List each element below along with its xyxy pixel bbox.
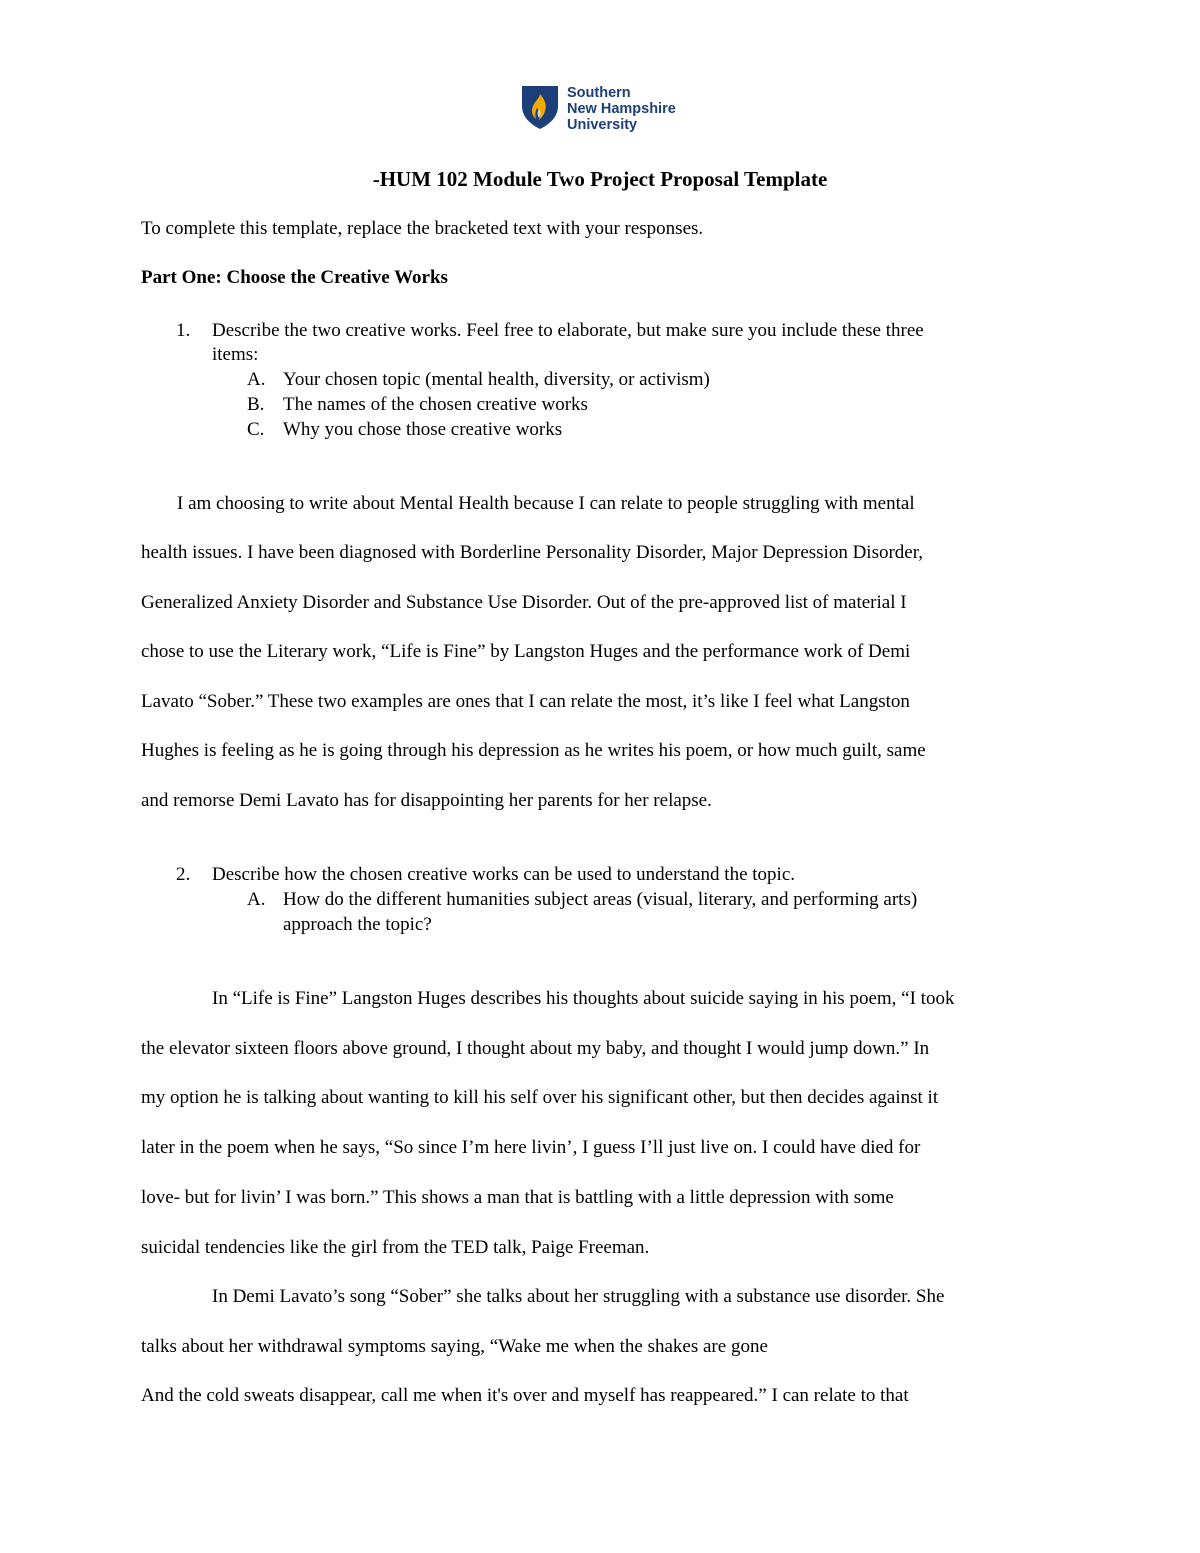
document-title: -HUM 102 Module Two Project Proposal Template	[372, 167, 828, 191]
subitem-b-letter: B.	[247, 394, 265, 415]
response-1-line-2: health issues. I have been diagnosed with Borderline Personality Disorder, Major Depression Disorder,	[141, 542, 924, 563]
item-2-subitem-a-line-2: approach the topic?	[283, 914, 432, 935]
item-1-text-line-2: items:	[212, 344, 259, 365]
response-1-line-5: Lavato “Sober.” These two examples are ones that I can relate the most, it’s like I feel what Langston	[141, 691, 910, 712]
subitem-a-text: Your chosen topic (mental health, diversity, or activism)	[283, 369, 710, 390]
instructions-text: To complete this template, replace the bracketed text with your responses.	[141, 218, 704, 239]
response-2-line-4: later in the poem when he says, “So since I’m here livin’, I guess I’ll just live on. I could have died for	[141, 1137, 921, 1158]
item-2-text: Describe how the chosen creative works can be used to understand the topic.	[212, 864, 795, 885]
snhu-logo	[520, 84, 690, 134]
response-2-line-1: In “Life is Fine” Langston Huges describes his thoughts about suicide saying in his poem, “I took	[212, 988, 955, 1009]
response-1-line-3: Generalized Anxiety Disorder and Substance Use Disorder. Out of the pre-approved list of material I	[141, 592, 907, 613]
response-1-line-1: I am choosing to write about Mental Health because I can relate to people struggling with mental	[177, 493, 915, 514]
response-2-line-8: talks about her withdrawal symptoms saying, “Wake me when the shakes are gone	[141, 1336, 768, 1357]
item-2-subitem-a-line-1: How do the different humanities subject areas (visual, literary, and performing arts)	[283, 889, 918, 910]
item-1-text-line-1: Describe the two creative works. Feel free to elaborate, but make sure you include these three	[212, 320, 924, 341]
item-2-number: 2.	[176, 864, 191, 885]
response-2-line-3: my option he is talking about wanting to kill his self over his significant other, but then decides against it	[141, 1087, 939, 1108]
item-2-subitem-a-letter: A.	[247, 889, 266, 910]
response-2-line-9: And the cold sweats disappear, call me when it's over and myself has reappeared.” I can relate to that	[141, 1385, 909, 1406]
subitem-a-letter: A.	[247, 369, 266, 390]
item-1-number: 1.	[176, 320, 191, 341]
response-1-line-7: and remorse Demi Lavato has for disappointing her parents for her relapse.	[141, 790, 712, 811]
subitem-c-text: Why you chose those creative works	[283, 419, 563, 440]
response-2-line-2: the elevator sixteen floors above ground, I thought about my baby, and thought I would jump down.” In	[141, 1038, 930, 1059]
subitem-c-letter: C.	[247, 419, 265, 440]
subitem-b-text: The names of the chosen creative works	[283, 394, 588, 415]
logo-line-2: New Hampshire	[567, 101, 676, 117]
logo-wordmark	[567, 85, 676, 133]
response-1-line-6: Hughes is feeling as he is going through his depression as he writes his poem, or how much guilt, same	[141, 740, 926, 761]
response-2-line-7: In Demi Lavato’s song “Sober” she talks about her struggling with a substance use disorder. She	[212, 1286, 945, 1307]
shield-flame-icon	[520, 84, 560, 130]
logo-line-3: University	[567, 117, 638, 133]
response-2-line-5: love- but for livin’ I was born.” This shows a man that is battling with a little depression with some	[141, 1187, 894, 1208]
logo-line-1: Southern	[567, 85, 631, 101]
response-2-line-6: suicidal tendencies like the girl from the TED talk, Paige Freeman.	[141, 1237, 650, 1258]
response-1-line-4: chose to use the Literary work, “Life is Fine” by Langston Huges and the performance work of Demi	[141, 641, 911, 662]
part-one-heading: Part One: Choose the Creative Works	[141, 267, 448, 288]
